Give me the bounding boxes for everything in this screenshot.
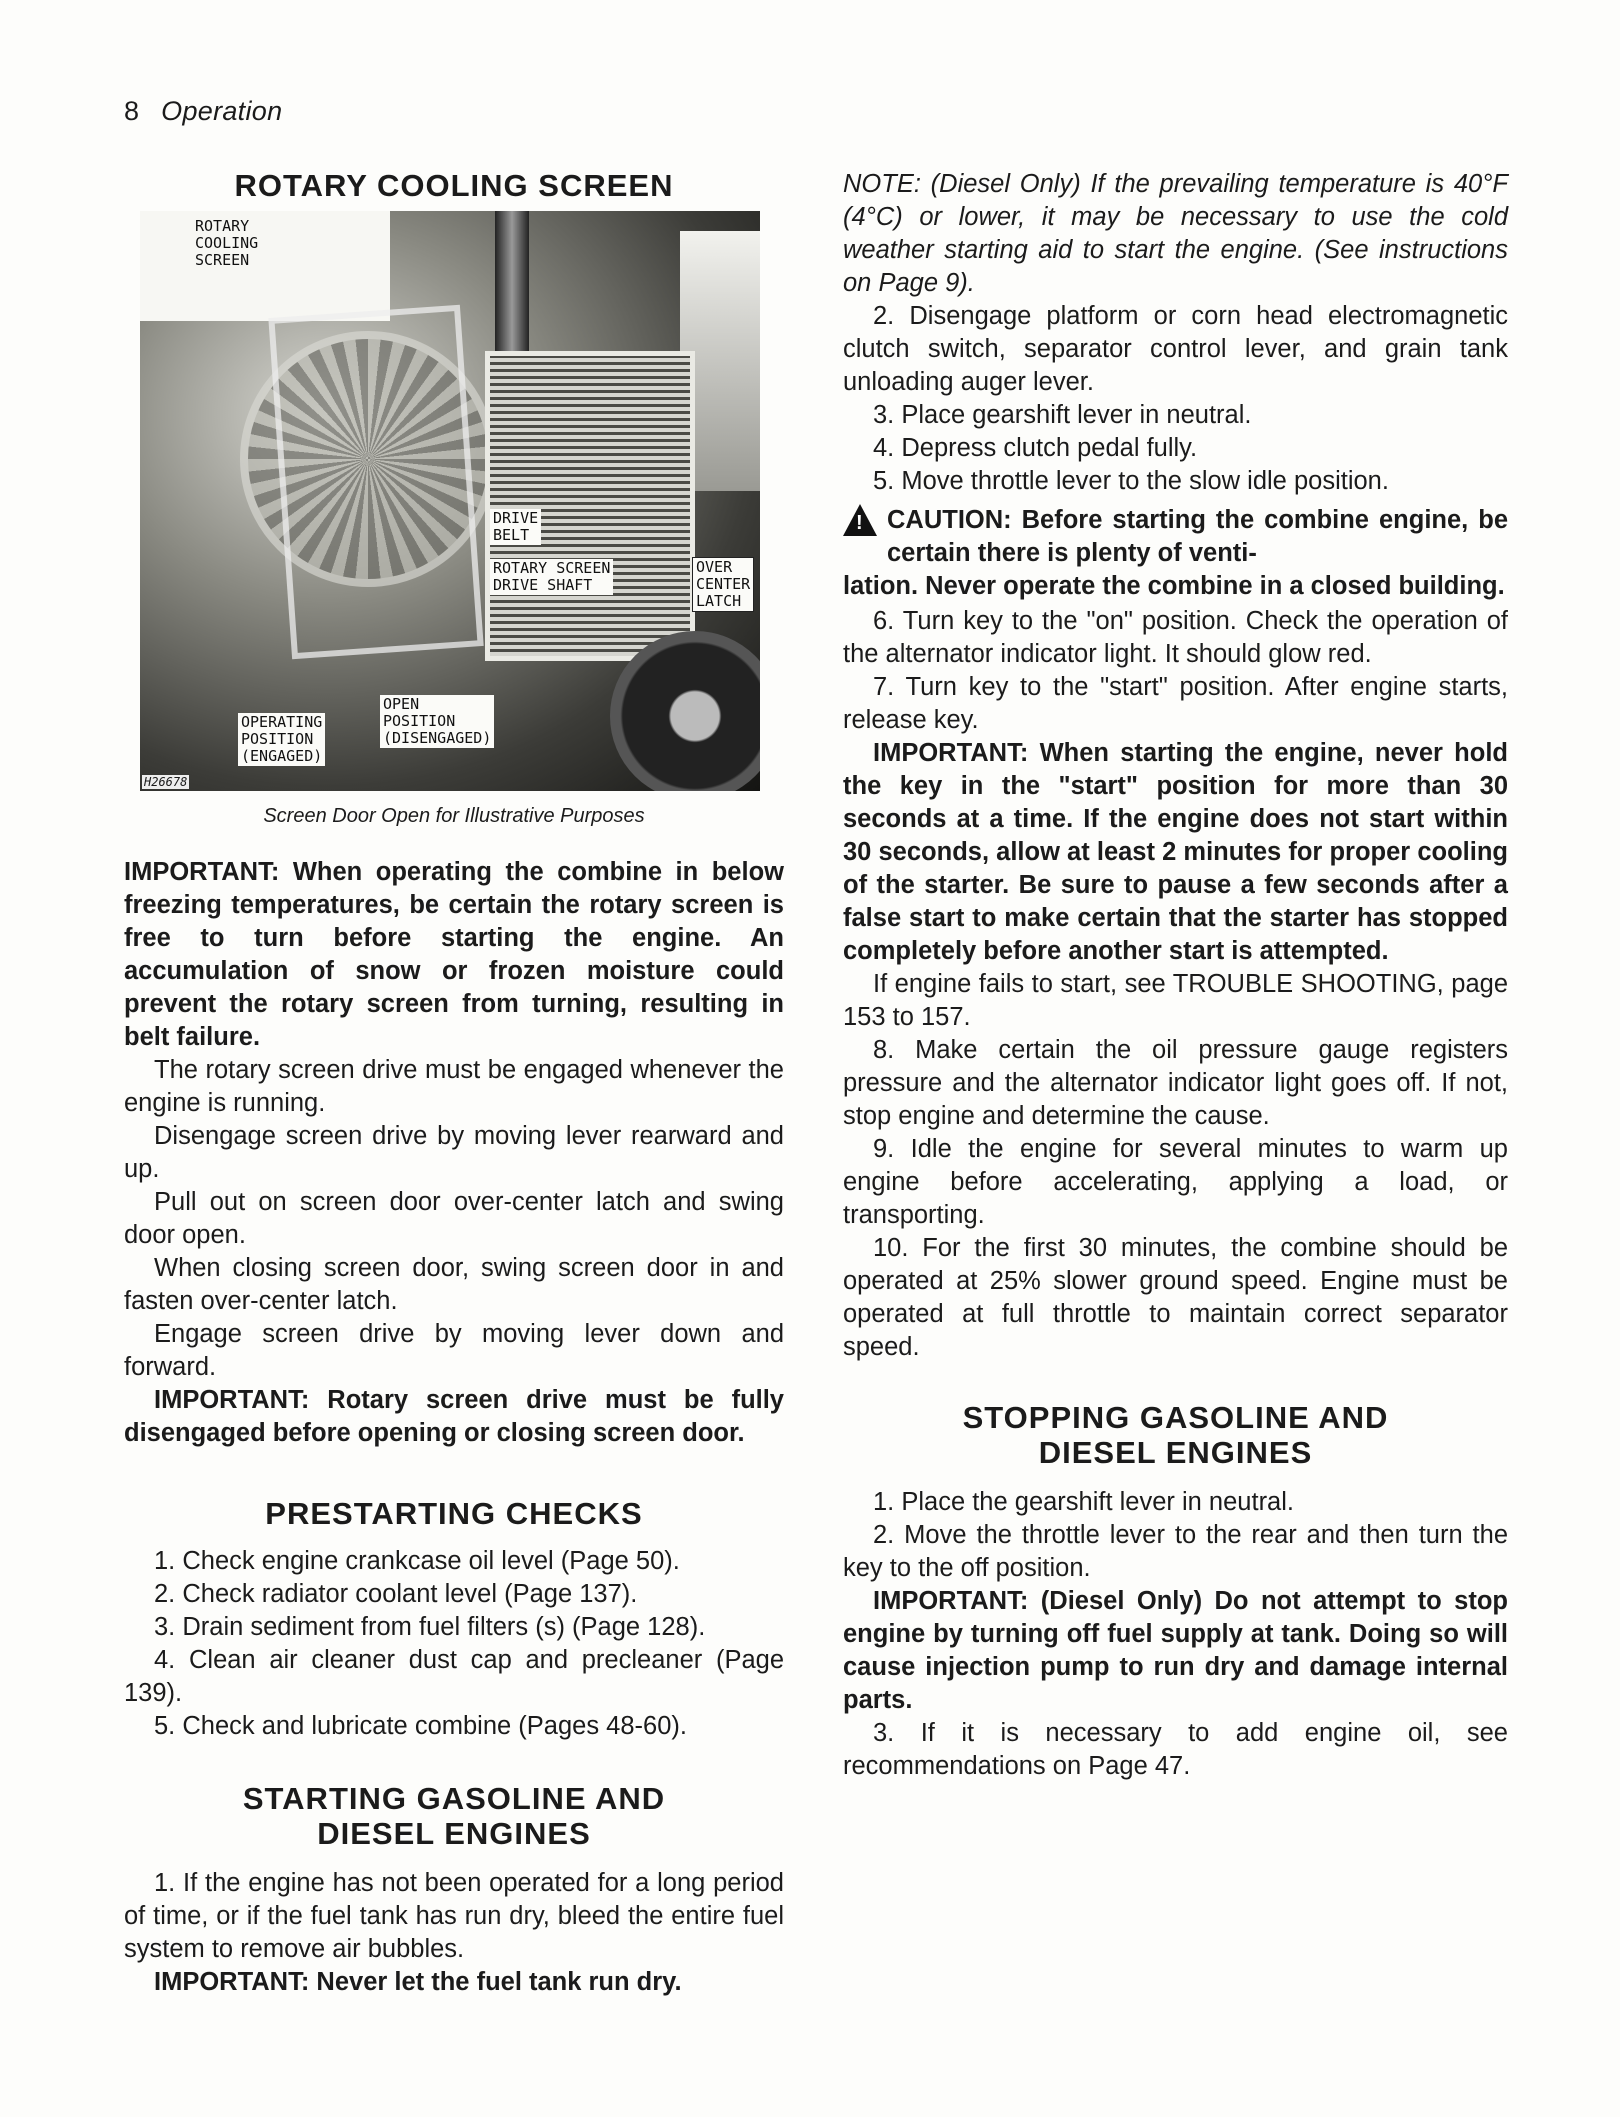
starting-engines-heading bbox=[124, 1781, 784, 1851]
label-rotary-screen-drive-shaft: ROTARY SCREEN DRIVE SHAFT bbox=[490, 559, 613, 595]
important-screen-door-note: IMPORTANT: Rotary screen drive must be fully disengaged before opening or closing screen door. bbox=[124, 1386, 784, 1447]
prestarting-checks-heading: PRESTARTING CHECKS bbox=[265, 1496, 643, 1531]
right-column bbox=[843, 168, 1508, 1783]
paragraph: If engine fails to start, see TROUBLE SHOOTING, page 153 to 157. bbox=[843, 970, 1508, 1031]
paragraph: The rotary screen drive must be engaged whenever the engine is running. bbox=[124, 1056, 784, 1117]
stopping-engines-heading bbox=[843, 1400, 1508, 1470]
important-start-key-note: IMPORTANT: When starting the engine, never hold the key in the "start" position for more than 30 seconds at a time. If the engine does not start within 30 seconds, allow at least 2 minutes for proper cooling of the starter. Be sure to pause a few seconds after a false start to make certain that the starter has stopped completely before another start is attempted. bbox=[843, 739, 1508, 965]
list-item: 2. Disengage platform or corn head electromagnetic clutch switch, separator control lever, and grain tank unloading auger lever. bbox=[843, 302, 1508, 396]
list-item: 6. Turn key to the "on" position. Check the operation of the alternator indicator light. It should glow red. bbox=[843, 607, 1508, 668]
paragraph: When closing screen door, swing screen door in and fasten over-center latch. bbox=[124, 1254, 784, 1315]
exhaust-pipe bbox=[495, 211, 529, 361]
page-header bbox=[124, 96, 282, 127]
list-item: 4. Depress clutch pedal fully. bbox=[873, 434, 1198, 462]
paragraph: Pull out on screen door over-center latch and swing door open. bbox=[124, 1188, 784, 1249]
label-drive-belt: DRIVE BELT bbox=[490, 509, 541, 545]
list-item: 3. Drain sediment from fuel filters (s) (Page 128). bbox=[154, 1613, 706, 1641]
rotary-screen-photo bbox=[140, 211, 760, 791]
radiator-core bbox=[485, 351, 695, 661]
figure-number: H26678 bbox=[144, 775, 188, 789]
photo-background bbox=[140, 211, 390, 321]
label-over-center-latch: OVER CENTER LATCH bbox=[692, 557, 754, 612]
left-column bbox=[124, 168, 784, 1999]
paragraph: Disengage screen drive by moving lever rearward and up. bbox=[124, 1122, 784, 1183]
list-item: 4. Clean air cleaner dust cap and precleaner (Page 139). bbox=[124, 1646, 784, 1707]
diesel-note: NOTE: (Diesel Only) If the prevailing temperature is 40°F (4°C) or lower, it may be necessary to use the cold weather starting aid to start the engine. (See instructions on Page 9). bbox=[843, 170, 1508, 297]
prestarting-checks-list bbox=[124, 1545, 784, 1743]
page-number: 8 bbox=[124, 96, 140, 126]
list-item: 3. If it is necessary to add engine oil, see recommendations on Page 47. bbox=[843, 1719, 1508, 1780]
heading-line: STOPPING GASOLINE AND bbox=[962, 1400, 1389, 1435]
important-freezing-note: IMPORTANT: When operating the combine in below freezing temperatures, be certain the rotary screen is free to turn before starting the engine. An accumulation of snow or frozen moisture could prevent the rotary screen from turning, resulting in belt failure. bbox=[124, 858, 784, 1051]
list-item: 8. Make certain the oil pressure gauge registers pressure and the alternator indicator light goes off. If not, stop engine and determine the cause. bbox=[843, 1036, 1508, 1130]
list-item: 1. If the engine has not been operated for a long period of time, or if the fuel tank has run dry, bleed the entire fuel system to remove air bubbles. bbox=[124, 1869, 784, 1963]
list-item: 9. Idle the engine for several minutes to warm up engine before accelerating, applying a load, or transporting. bbox=[843, 1135, 1508, 1229]
screen-door-frame bbox=[268, 305, 483, 660]
important-fuel-tank-note: IMPORTANT: Never let the fuel tank run dry. bbox=[154, 1968, 682, 1996]
section-title: Operation bbox=[161, 96, 283, 126]
paragraph: Engage screen drive by moving lever down and forward. bbox=[124, 1320, 784, 1381]
list-item: 5. Check and lubricate combine (Pages 48-60). bbox=[154, 1712, 687, 1740]
list-item: 2. Check radiator coolant level (Page 137). bbox=[154, 1580, 638, 1608]
list-item: 10. For the first 30 minutes, the combine should be operated at 25% slower ground speed. Engine must be operated at full throttle to maintain correct separator speed. bbox=[843, 1234, 1508, 1361]
heading-line: DIESEL ENGINES bbox=[1038, 1435, 1313, 1470]
label-open-position: OPEN POSITION (DISENGAGED) bbox=[380, 695, 494, 748]
important-diesel-stop-note: IMPORTANT: (Diesel Only) Do not attempt to stop engine by turning off fuel supply at tank. Doing so will cause injection pump to run dry and damage internal parts. bbox=[843, 1587, 1508, 1714]
heading-line: STARTING GASOLINE AND bbox=[242, 1781, 666, 1816]
caution-text-line2: lation. Never operate the combine in a closed building. bbox=[843, 572, 1505, 600]
list-item: 1. Place the gearshift lever in neutral. bbox=[873, 1488, 1294, 1516]
list-item: 3. Place gearshift lever in neutral. bbox=[873, 401, 1252, 429]
list-item: 1. Check engine crankcase oil level (Page 50). bbox=[154, 1547, 680, 1575]
heading-line: DIESEL ENGINES bbox=[317, 1816, 591, 1851]
list-item: 2. Move the throttle lever to the rear and then turn the key to the off position. bbox=[843, 1521, 1508, 1582]
caution-text-line1: CAUTION: Before starting the combine engine, be certain there is plenty of venti- bbox=[887, 506, 1508, 567]
warning-triangle-icon bbox=[843, 504, 877, 536]
rotary-cooling-screen-heading: ROTARY COOLING SCREEN bbox=[234, 168, 674, 203]
label-rotary-cooling-screen: ROTARY COOLING SCREEN bbox=[195, 217, 259, 269]
figure-caption: Screen Door Open for Illustrative Purposes bbox=[263, 805, 645, 827]
list-item: 5. Move throttle lever to the slow idle position. bbox=[873, 467, 1389, 495]
label-operating-position: OPERATING POSITION (ENGAGED) bbox=[238, 713, 325, 766]
list-item: 7. Turn key to the "start" position. After engine starts, release key. bbox=[843, 673, 1508, 734]
caution-block bbox=[843, 504, 1508, 603]
